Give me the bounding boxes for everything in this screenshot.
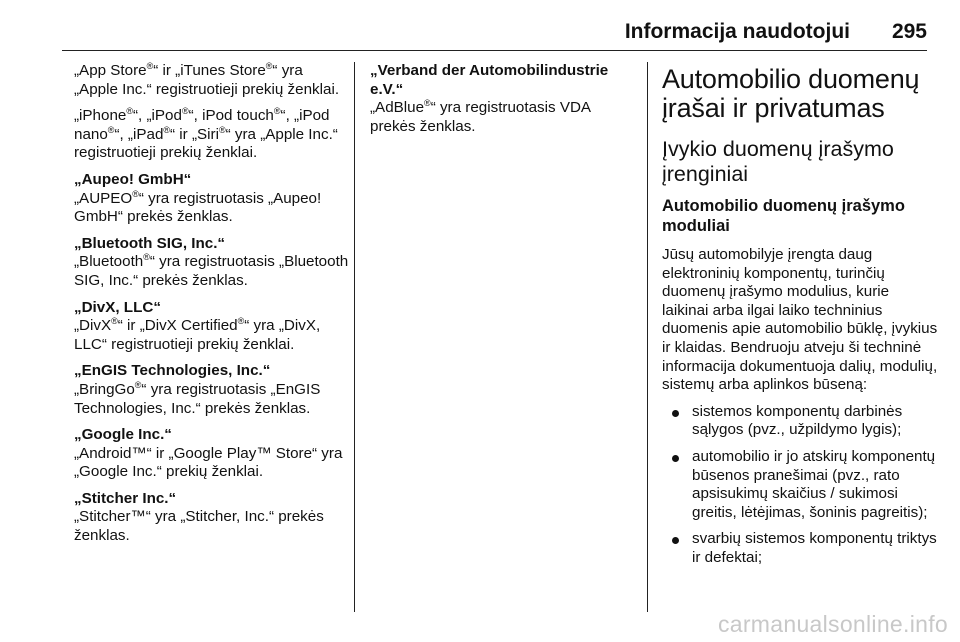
page-header-title: Informacija naudotojui [624,20,850,43]
header-rule [62,50,927,51]
trademark-block-aupeo [74,171,349,227]
trademark-heading: „Verband der Automobilindustrie e.V.“ [370,62,609,98]
bullet-icon [672,410,679,417]
trademark-heading: „Bluetooth SIG, Inc.“ [74,234,226,252]
trademark-text: „Android™“ ir „Google Play™ Store“ yra „Google Inc.“ prekių ženklai. [74,444,343,481]
trademark-block-vda [370,62,632,136]
list-item: sistemos komponentų darbinės sąlygos (pvz., užpildymo lygis); [662,403,938,440]
trademark-text: „App Store®“ ir „iTunes Store®“ yra „Apple Inc.“ registruotieji prekių ženklai. [74,61,340,98]
column-2 [370,62,632,144]
trademark-heading: „Google Inc.“ [74,426,172,444]
bullet-icon [672,537,679,544]
list-item: automobilio ir jo atskirų komponentų būsenos pranešimai (pvz., rato apsisukimų skaičius / sukimosi greitis, lėtėjimas, šoninis pagreitis); [662,448,938,522]
trademark-heading: „EnGIS Technologies, Inc.“ [74,362,271,380]
trademark-heading: „DivX, LLC“ [74,298,161,316]
trademark-block-google [74,426,349,482]
trademark-block-engis [74,362,349,418]
bullet-icon [672,455,679,462]
watermark: carmanualsonline.info [717,611,948,637]
trademark-text: „iPhone®“, „iPod®“, iPod touch®“, „iPod nano®“, „iPad®“ ir „Siri®“ yra „Apple Inc.“ registruotieji prekių ženklai. [74,106,338,162]
trademark-text: „AdBlue®“ yra registruotasis VDA prekės ženklas. [370,98,591,135]
trademark-heading: „Stitcher Inc.“ [74,489,177,507]
trademark-block-bluetooth [74,235,349,291]
trademark-block-apple-1 [74,62,349,99]
trademark-block-apple-2 [74,107,349,163]
trademark-text: „Bluetooth®“ yra registruotasis „Bluetooth SIG, Inc.“ prekės ženklas. [74,252,349,289]
trademark-block-stitcher [74,490,349,546]
column-1 [74,62,349,554]
trademark-text: „Stitcher™“ yra „Stitcher, Inc.“ prekės ženklas. [74,508,324,545]
column-divider-2 [647,62,648,612]
chapter-title: Automobilio duomenų įrašai ir privatumas [662,64,920,123]
page-number: 295 [891,20,927,43]
bullet-list [662,403,938,568]
section-title: Įvykio duomenų įrašymo įrenginiai [662,137,894,186]
column-divider-1 [354,62,355,612]
trademark-block-divx [74,299,349,355]
trademark-text: „DivX®“ ir „DivX Certified®“ yra „DivX, LLC“ registruotieji prekių ženklai. [74,316,321,353]
trademark-heading: „Aupeo! GmbH“ [74,170,192,188]
column-3 [662,62,938,576]
subsection-title: Automobilio duomenų įrašymo moduliai [662,197,905,235]
body-paragraph: Jūsų automobilyje įrengta daug elektroninių komponentų, turinčių duomenų įrašymo modulius, kurie laikinai arba ilgai laiko techninius duomenis apie automobilio būklę, įvykius ir klaidas. Bendruoju atveju ši techninė informacija dokumentuoja dalių, modulių, sistemų arba aplinkos būseną: [662,246,938,394]
trademark-text: „AUPEO®“ yra registruotasis „Aupeo! GmbH“ prekės ženklas. [74,188,322,226]
trademark-text: „BringGo®“ yra registruotasis „EnGIS Technologies, Inc.“ prekės ženklas. [74,379,321,417]
list-item: svarbių sistemos komponentų triktys ir defektai; [662,530,938,567]
